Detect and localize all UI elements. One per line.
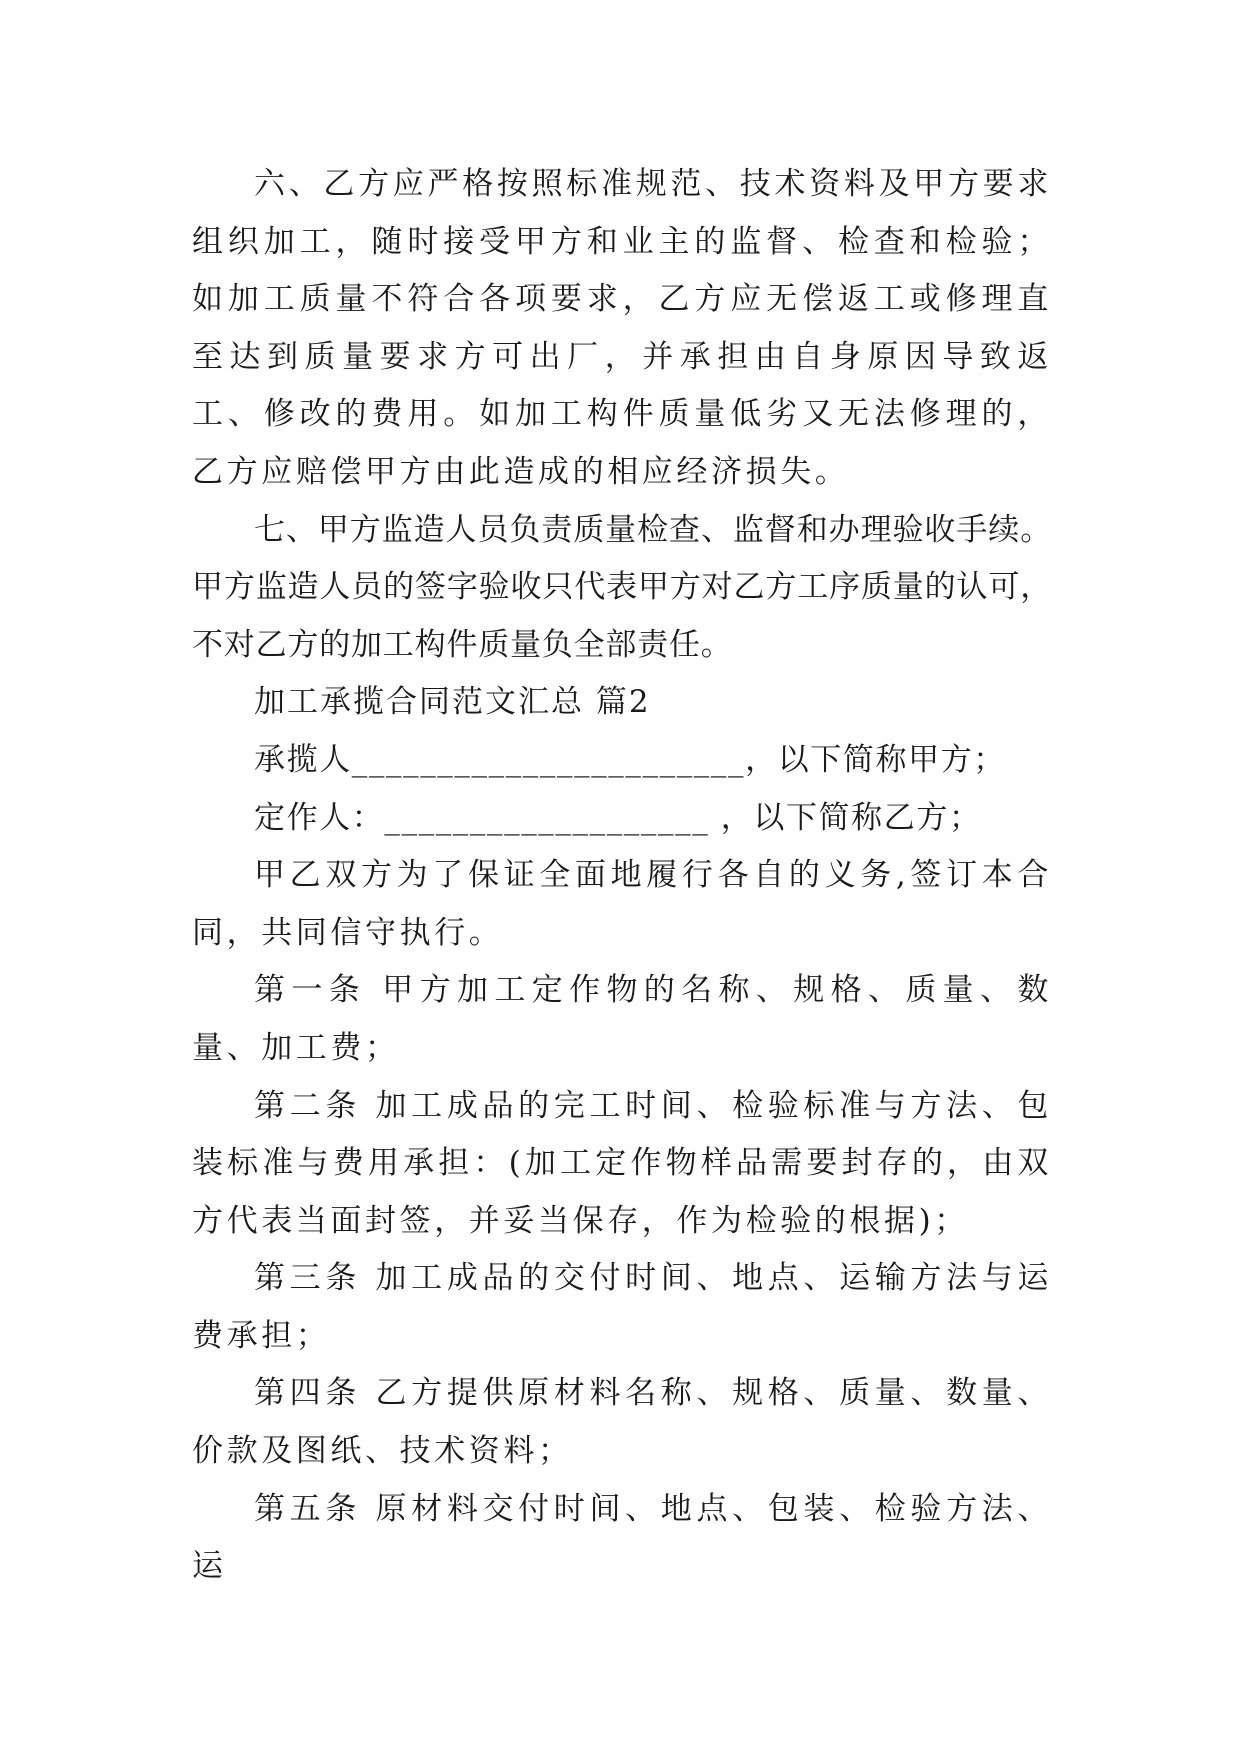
orderer-line: 定作人：___________________ ，以下简称乙方； — [254, 799, 982, 836]
article-three-paragraph: 第三条 加工成品的交付时间、地点、运输方法与运费承担； — [192, 1260, 1052, 1354]
section-heading: 加工承揽合同范文汇总 篇2 — [254, 684, 651, 721]
contractor-line: 承揽人_______________________，以下简称甲方； — [254, 741, 1006, 778]
article-two-paragraph: 第二条 加工成品的完工时间、检验标准与方法、包装标准与费用承担：(加工定作物样品需要封存的，由双方代表当面封签，并妥当保存，作为检验的根据)； — [192, 1087, 1052, 1239]
clause-six-paragraph: 六、乙方应严格按照标准规范、技术资料及甲方要求组织加工，随时接受甲方和业主的监督、检查和检验；如加工质量不符合各项要求，乙方应无偿返工或修理直至达到质量要求方可出厂，并承担由自身原因导致返工、修改的费用。如加工构件质量低劣又无法修理的，乙方应赔偿甲方由此造成的相应经济损失。 — [192, 166, 1052, 490]
document-page — [192, 156, 1052, 1596]
preamble-paragraph: 甲乙双方为了保证全面地履行各自的义务,签订本合同，共同信守执行。 — [192, 857, 1052, 951]
article-four-paragraph: 第四条 乙方提供原材料名称、规格、质量、数量、价款及图纸、技术资料； — [192, 1375, 1052, 1470]
article-one-paragraph: 第一条 甲方加工定作物的名称、规格、质量、数量、加工费； — [192, 972, 1052, 1066]
clause-seven-paragraph: 七、甲方监造人员负责质量检查、监督和办理验收手续。甲方监造人员的签字验收只代表甲方对乙方工序质量的认可，不对乙方的加工构件质量负全部责任。 — [192, 511, 1052, 663]
article-five-paragraph: 第五条 原材料交付时间、地点、包装、检验方法、运 — [192, 1490, 1052, 1585]
